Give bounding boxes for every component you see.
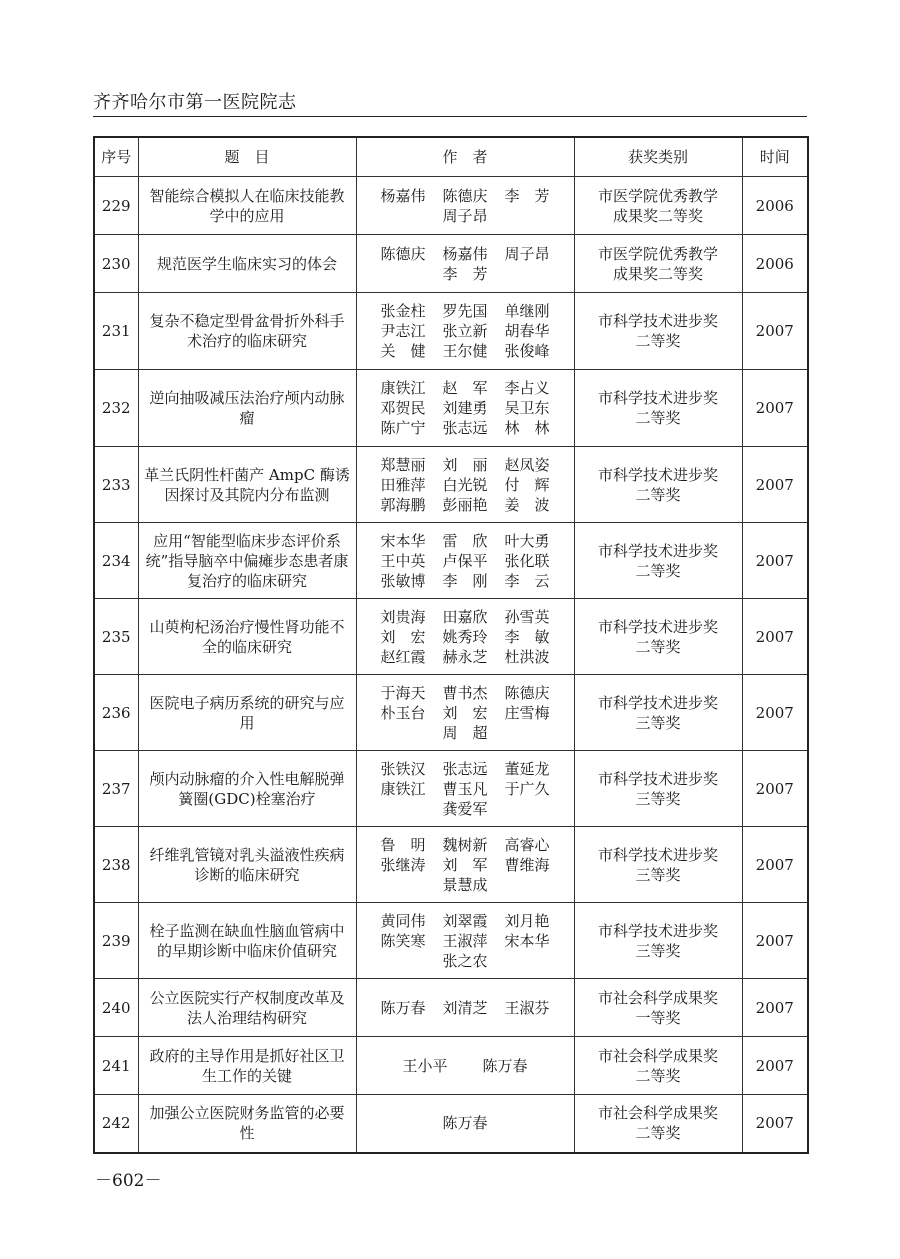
author-name: 李 芳: [504, 186, 550, 205]
row-award: [574, 293, 742, 370]
row-title: 应用“智能型临床步态评价系统”指导脑卒中偏瘫步态患者康复治疗的临床研究: [138, 523, 356, 599]
author-name: 张金柱: [380, 302, 426, 320]
row-award: [574, 1037, 742, 1095]
row-authors: [356, 177, 574, 235]
author-name: 邓贺民: [380, 399, 426, 417]
row-seq: 240: [94, 979, 138, 1037]
row-year: 2007: [742, 751, 808, 827]
author-name: 王中英: [380, 551, 426, 570]
author-name: 黄同伟: [380, 911, 426, 930]
row-authors: [356, 293, 574, 370]
award-line: 市科学技术进步奖: [597, 693, 718, 712]
author-name: 付 辉: [504, 475, 550, 494]
author-list: [361, 835, 570, 895]
table-row: [94, 827, 808, 903]
author-name: 宋本华: [504, 931, 550, 950]
row-seq: 229: [94, 177, 138, 235]
author-name: 陈广宁: [380, 419, 426, 437]
running-head: 齐齐哈尔市第一医院院志: [93, 92, 297, 113]
author-name: 鲁 明: [380, 835, 426, 854]
row-seq: 232: [94, 370, 138, 447]
row-title: 栓子监测在缺血性脑血管病中的早期诊断中临床价值研究: [138, 903, 356, 979]
author-name: 宋本华: [380, 531, 426, 550]
table-row: [94, 447, 808, 523]
author-list: [361, 186, 570, 226]
author-name: 李占义: [504, 379, 550, 397]
author-name: 田雅萍: [380, 475, 426, 494]
author-name: 刘翠霞: [442, 911, 488, 930]
author-name: 刘月艳: [504, 911, 550, 930]
author-name: 张之农: [442, 951, 488, 970]
header-seq: 序号: [94, 137, 138, 177]
table-row: [94, 903, 808, 979]
award-line: 市科学技术进步奖: [597, 465, 718, 484]
author-name: 张立新: [442, 322, 488, 340]
author-name: 刘清芝: [442, 998, 488, 1017]
row-title: 医院电子病历系统的研究与应用: [138, 675, 356, 751]
author-name: 单继刚: [504, 302, 550, 320]
row-year: 2007: [742, 675, 808, 751]
table-header-row: [94, 137, 808, 177]
table-row: [94, 523, 808, 599]
author-name: 卢保平: [442, 551, 488, 570]
row-authors: [356, 370, 574, 447]
author-name: 龚爱军: [442, 799, 488, 818]
author-list: [361, 1113, 570, 1133]
row-title: 智能综合模拟人在临床技能教学中的应用: [138, 177, 356, 235]
author-name: 董延龙: [504, 759, 550, 778]
author-name: 雷 欣: [442, 531, 488, 550]
row-award: [574, 903, 742, 979]
row-award: [574, 370, 742, 447]
row-award: [574, 979, 742, 1037]
header-year: 时间: [742, 137, 808, 177]
row-seq: 242: [94, 1095, 138, 1153]
header-title: 题 目: [138, 137, 356, 177]
row-award: [574, 751, 742, 827]
table-row: [94, 177, 808, 235]
award-line: 市社会科学成果奖: [597, 1046, 718, 1065]
author-name: 陈笑寒: [380, 931, 426, 950]
table-row: [94, 370, 808, 447]
award-line: 三等奖: [635, 789, 681, 808]
author-name: 康铁江: [380, 379, 426, 397]
row-authors: [356, 599, 574, 675]
author-name: 张俊峰: [504, 342, 550, 360]
author-list: [361, 244, 570, 284]
author-name: 庄雪梅: [504, 703, 550, 722]
award-line: 二等奖: [635, 637, 681, 656]
author-name: 周 超: [442, 723, 488, 742]
row-award: [574, 235, 742, 293]
row-year: 2007: [742, 523, 808, 599]
author-name: 曹维海: [504, 855, 550, 874]
award-line: 三等奖: [635, 941, 681, 960]
row-seq: 234: [94, 523, 138, 599]
author-name: 刘 宏: [442, 703, 488, 722]
author-name: 罗先国: [442, 302, 488, 320]
row-authors: [356, 1095, 574, 1153]
author-name: 赵凤姿: [504, 455, 550, 474]
award-line: 市科学技术进步奖: [597, 312, 718, 330]
author-name: 吴卫东: [504, 399, 550, 417]
author-name: 张志远: [442, 419, 488, 437]
row-seq: 236: [94, 675, 138, 751]
author-name: 白光锐: [442, 475, 488, 494]
author-name: 郭海鹏: [380, 495, 426, 514]
author-list: [361, 911, 570, 971]
author-name: 周子昂: [504, 244, 550, 263]
author-name: 陈德庆: [442, 186, 488, 205]
table-row: [94, 1037, 808, 1095]
row-title: 山萸枸杞汤治疗慢性肾功能不全的临床研究: [138, 599, 356, 675]
row-authors: [356, 447, 574, 523]
header-authors: 作 者: [356, 137, 574, 177]
row-title: 政府的主导作用是抓好社区卫生工作的关键: [138, 1037, 356, 1095]
table-body: [94, 177, 808, 1153]
row-year: 2007: [742, 599, 808, 675]
author-name: 杨嘉伟: [442, 244, 488, 263]
row-title: 规范医学生临床实习的体会: [138, 235, 356, 293]
award-table: [93, 136, 809, 1154]
header-award: 获奖类别: [574, 137, 742, 177]
author-name: 王尔健: [442, 342, 488, 360]
author-name: 张志远: [442, 759, 488, 778]
author-name: 王淑萍: [442, 931, 488, 950]
row-title: 复杂不稳定型骨盆骨折外科手术治疗的临床研究: [138, 293, 356, 370]
author-name: 林 林: [504, 419, 550, 437]
author-name: 杨嘉伟: [380, 186, 426, 205]
row-year: 2007: [742, 370, 808, 447]
row-year: 2006: [742, 177, 808, 235]
table-row: [94, 1095, 808, 1153]
award-line: 市医学院优秀教学: [597, 244, 718, 263]
author-name: 田嘉欣: [442, 607, 488, 626]
author-name: 朴玉台: [380, 703, 426, 722]
author-name: 刘贵海: [380, 607, 426, 626]
row-year: 2007: [742, 903, 808, 979]
author-name: 赵红霞: [380, 647, 426, 666]
row-title: 颅内动脉瘤的介入性电解脱弹簧圈(GDC)栓塞治疗: [138, 751, 356, 827]
author-list: [361, 1056, 570, 1076]
award-line: 成果奖二等奖: [612, 264, 703, 283]
award-line: 二等奖: [635, 485, 681, 504]
author-name: 陈万春: [442, 1114, 488, 1133]
row-seq: 230: [94, 235, 138, 293]
author-name: 张化联: [504, 551, 550, 570]
row-year: 2007: [742, 827, 808, 903]
award-line: 二等奖: [635, 332, 681, 350]
row-title: 逆向抽吸减压法治疗颅内动脉瘤: [138, 370, 356, 447]
author-name: 曹书杰: [442, 683, 488, 702]
row-authors: [356, 751, 574, 827]
author-list: [361, 378, 570, 438]
author-name: 刘 宏: [380, 627, 426, 646]
author-name: 于广久: [504, 779, 550, 798]
award-line: 市科学技术进步奖: [597, 617, 718, 636]
row-year: 2007: [742, 1095, 808, 1153]
award-line: 市科学技术进步奖: [597, 389, 718, 407]
author-name: 张继涛: [380, 855, 426, 874]
award-line: 三等奖: [635, 713, 681, 732]
author-name: 于海天: [380, 683, 426, 702]
row-seq: 239: [94, 903, 138, 979]
row-authors: [356, 523, 574, 599]
author-name: 曹玉凡: [442, 779, 488, 798]
row-authors: [356, 1037, 574, 1095]
author-name: 刘建勇: [442, 399, 488, 417]
row-award: [574, 177, 742, 235]
table-row: [94, 675, 808, 751]
author-name: 王小平: [402, 1056, 448, 1075]
author-name: 王淑芬: [504, 998, 550, 1017]
row-title: 公立医院实行产权制度改革及法人治理结构研究: [138, 979, 356, 1037]
author-name: 叶大勇: [504, 531, 550, 550]
table-row: [94, 979, 808, 1037]
author-list: [361, 607, 570, 667]
author-name: 姜 波: [504, 495, 550, 514]
author-name: 刘 军: [442, 855, 488, 874]
row-award: [574, 675, 742, 751]
award-line: 三等奖: [635, 865, 681, 884]
author-name: 李 云: [504, 571, 550, 590]
award-line: 二等奖: [635, 1124, 681, 1143]
award-line: 市科学技术进步奖: [597, 541, 718, 560]
row-seq: 237: [94, 751, 138, 827]
author-list: [361, 455, 570, 515]
author-name: 郑慧丽: [380, 455, 426, 474]
author-list: [361, 759, 570, 819]
row-seq: 235: [94, 599, 138, 675]
row-award: [574, 827, 742, 903]
award-line: 市科学技术进步奖: [597, 845, 718, 864]
award-line: 市社会科学成果奖: [597, 1104, 718, 1123]
table-row: [94, 599, 808, 675]
award-line: 二等奖: [635, 1066, 681, 1085]
row-year: 2007: [742, 293, 808, 370]
author-name: 陈德庆: [504, 683, 550, 702]
row-award: [574, 523, 742, 599]
row-seq: 231: [94, 293, 138, 370]
author-name: 景慧成: [442, 875, 488, 894]
award-line: 市科学技术进步奖: [597, 769, 718, 788]
author-name: 陈万春: [380, 998, 426, 1017]
author-list: [361, 531, 570, 591]
award-line: 市科学技术进步奖: [597, 921, 718, 940]
row-title: 加强公立医院财务监管的必要性: [138, 1095, 356, 1153]
row-seq: 233: [94, 447, 138, 523]
row-year: 2007: [742, 1037, 808, 1095]
table-row: [94, 293, 808, 370]
row-seq: 238: [94, 827, 138, 903]
author-name: 陈德庆: [380, 244, 426, 263]
author-name: 周子昂: [442, 206, 488, 225]
author-name: 孙雪英: [504, 607, 550, 626]
author-name: 张铁汉: [380, 759, 426, 778]
row-title: 纤维乳管镜对乳头溢液性疾病诊断的临床研究: [138, 827, 356, 903]
award-line: 市社会科学成果奖: [597, 988, 718, 1007]
row-seq: 241: [94, 1037, 138, 1095]
row-award: [574, 599, 742, 675]
row-title: 革兰氏阴性杆菌产 AmpC 酶诱因探讨及其院内分布监测: [138, 447, 356, 523]
row-year: 2007: [742, 447, 808, 523]
row-award: [574, 447, 742, 523]
author-name: 关 健: [380, 342, 426, 360]
author-name: 张敏博: [380, 571, 426, 590]
author-name: 姚秀玲: [442, 627, 488, 646]
award-line: 市医学院优秀教学: [597, 186, 718, 205]
author-name: 李 刚: [442, 571, 488, 590]
award-line: 一等奖: [635, 1008, 681, 1027]
author-name: 刘 丽: [442, 455, 488, 474]
author-name: 赵 军: [442, 379, 488, 397]
author-name: 李 敏: [504, 627, 550, 646]
row-authors: [356, 235, 574, 293]
header-rule: [93, 116, 807, 117]
table-row: [94, 235, 808, 293]
author-name: 魏树新: [442, 835, 488, 854]
author-name: 尹志江: [380, 322, 426, 340]
row-award: [574, 1095, 742, 1153]
row-year: 2007: [742, 979, 808, 1037]
author-name: 赫永芝: [442, 647, 488, 666]
award-line: 二等奖: [635, 561, 681, 580]
author-name: 康铁江: [380, 779, 426, 798]
author-list: [361, 998, 570, 1018]
author-name: 彭丽艳: [442, 495, 488, 514]
author-name: 杜洪波: [504, 647, 550, 666]
author-list: [361, 301, 570, 361]
page-number: －602－: [95, 1171, 162, 1191]
row-year: 2006: [742, 235, 808, 293]
row-authors: [356, 827, 574, 903]
award-line: 成果奖二等奖: [612, 206, 703, 225]
row-authors: [356, 675, 574, 751]
author-name: 高睿心: [504, 835, 550, 854]
author-list: [361, 683, 570, 743]
author-name: 陈万春: [482, 1056, 528, 1075]
author-name: 李 芳: [442, 264, 488, 283]
row-authors: [356, 979, 574, 1037]
table-row: [94, 751, 808, 827]
award-line: 二等奖: [635, 409, 681, 427]
row-authors: [356, 903, 574, 979]
author-name: 胡春华: [504, 322, 550, 340]
